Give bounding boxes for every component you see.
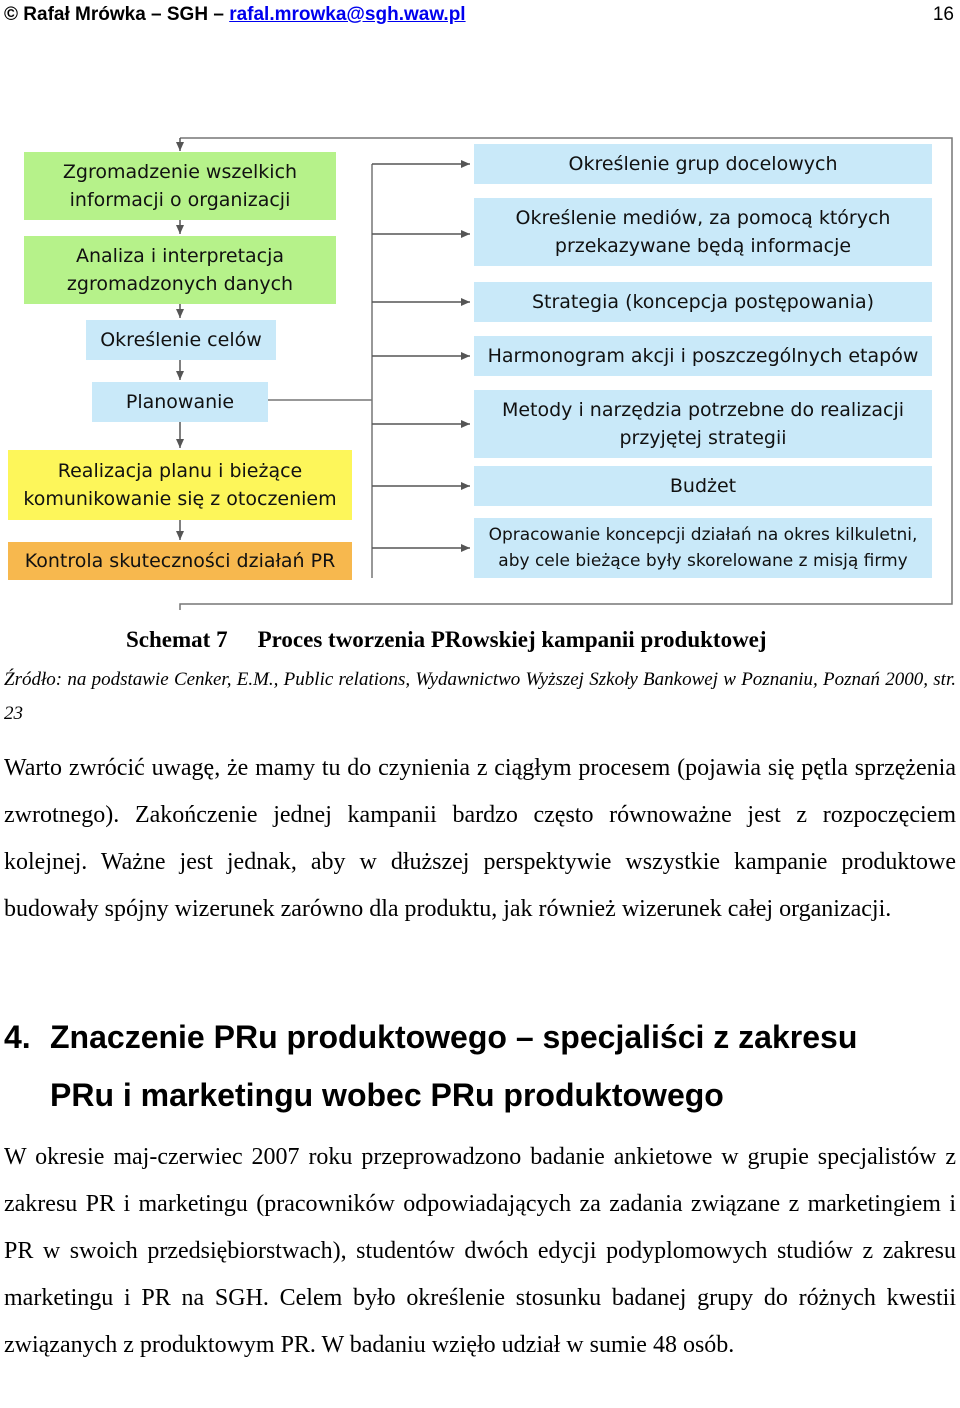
step-gather-info: Zgromadzenie wszelkich informacji o organizacji bbox=[24, 152, 336, 220]
author-text: © Rafał Mrówka – SGH – bbox=[4, 4, 230, 25]
step-analysis: Analiza i interpretacja zgromadzonych danych bbox=[24, 236, 336, 304]
step-planning: Planowanie bbox=[92, 382, 268, 422]
paragraph-survey: W okresie maj-czerwiec 2007 roku przeprowadzono badanie ankietowe w grupie specjalistów z zakresu PR i marketingu (pracowników odpowiadających za zadania związane z marketingiem i PR w swoich przedsiębiorstwach), studentów dwóch edycji podyplomowych studiów z zakresu marketingu i PR na SGH. Celem było określenie stosunku badanej grupy do różnych kwestii związanych z produktowym PR. W badaniu wzięło udział w sumie 48 osób. bbox=[4, 1144, 956, 1358]
page-number: 16 bbox=[932, 4, 954, 25]
item-schedule: Harmonogram akcji i poszczególnych etapów bbox=[474, 336, 932, 376]
step-goals: Określenie celów bbox=[86, 320, 276, 360]
step-control: Kontrola skuteczności działań PR bbox=[8, 542, 352, 580]
process-diagram bbox=[0, 130, 960, 610]
page-header bbox=[4, 4, 466, 26]
paragraph-feedback: Warto zwrócić uwagę, że mamy tu do czynienia z ciągłym procesem (pojawia się pętla sprzężenia zwrotnego). Zakończenie jednej kampanii bardzo często równoważne jest z rozpoczęciem kolejnej. Ważne jest jednak, aby w dłuższej perspektywie wszystkie kampanie produktowe budowały spójny wizerunek zarówno dla produktu, jak również wizerunek całej organizacji. bbox=[4, 755, 956, 922]
source-note: Źródło: na podstawie Cenker, E.M., Public relations, Wydawnictwo Wyższej Szkoły Bankowej w Poznaniu, Poznań 2000, str. 23 bbox=[4, 669, 956, 724]
email-link[interactable]: rafal.mrowka@sgh.waw.pl bbox=[229, 4, 466, 25]
step-implementation: Realizacja planu i bieżące komunikowanie się z otoczeniem bbox=[8, 450, 352, 520]
item-long-term: Opracowanie koncepcji działań na okres kilkuletni, aby cele bieżące były skorelowane z misją firmy bbox=[474, 518, 932, 578]
item-target-groups: Określenie grup docelowych bbox=[474, 144, 932, 184]
item-strategy: Strategia (koncepcja postępowania) bbox=[474, 282, 932, 322]
section-title-line1: Znaczenie PRu produktowego – specjaliści z zakresu bbox=[50, 1019, 858, 1055]
figure-caption bbox=[126, 627, 767, 653]
item-methods: Metody i narzędzia potrzebne do realizacji przyjętej strategii bbox=[474, 390, 932, 458]
caption-title: Proces tworzenia PRowskiej kampanii produktowej bbox=[257, 627, 767, 652]
section-number: 4. bbox=[4, 1019, 31, 1055]
caption-label: Schemat 7 bbox=[126, 627, 228, 652]
section-title-line2: PRu i marketingu wobec PRu produktowego bbox=[50, 1077, 724, 1113]
item-budget: Budżet bbox=[474, 466, 932, 506]
item-media: Określenie mediów, za pomocą których przekazywane będą informacje bbox=[474, 198, 932, 266]
section-heading bbox=[4, 1008, 956, 1124]
